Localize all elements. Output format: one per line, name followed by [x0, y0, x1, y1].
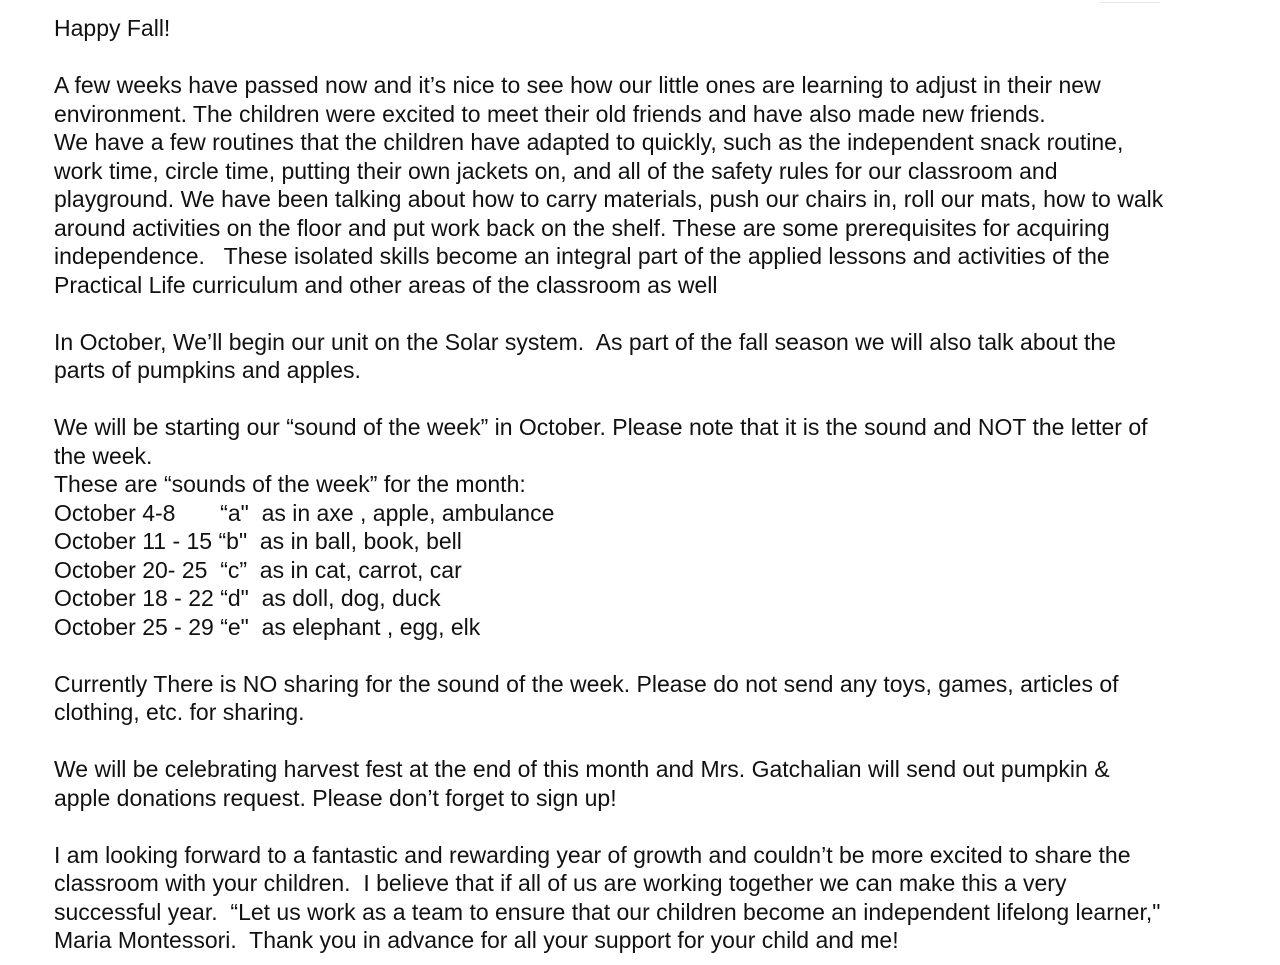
text-line: parts of pumpkins and apples. — [54, 357, 361, 383]
greeting: Happy Fall! — [54, 15, 171, 41]
sound-row-d: October 18 - 22 “d" as doll, dog, duck — [54, 585, 441, 611]
page-edge-mark — [1100, 0, 1160, 3]
text-line: Practical Life curriculum and other areas of the classroom as well — [54, 271, 718, 298]
paragraph-harvest-fest — [54, 755, 1254, 812]
text-line: clothing, etc. for sharing. — [54, 699, 305, 725]
text-line: I am looking forward to a fantastic and rewarding year of growth and couldn’t be more excited to share the — [54, 841, 1131, 868]
paragraph-october-unit — [54, 328, 1254, 385]
text-line: work time, circle time, putting their own jackets on, and all of the safety rules for our classroom and — [54, 157, 1058, 184]
text-line: We will be celebrating harvest fest at the end of this month and Mrs. Gatchalian will send out pumpkin & — [54, 756, 1110, 782]
paragraph-sound-of-week — [54, 413, 1254, 499]
sound-row-b: October 11 - 15 “b" as in ball, book, bell — [54, 528, 462, 554]
text-line: environment. The children were excited to meet their old friends and have also made new friends. — [54, 100, 1046, 127]
sound-row-a: October 4-8 “a" as in axe , apple, ambulance — [54, 499, 555, 526]
text-line: around activities on the floor and put work back on the shelf. These are some prerequisites for acquiring — [54, 214, 1110, 241]
sound-row-c: October 20- 25 “c” as in cat, carrot, car — [54, 556, 462, 583]
text-line: apple donations request. Please don’t forget to sign up! — [54, 784, 617, 811]
paragraph-gap — [54, 299, 1254, 328]
newsletter-page — [54, 14, 1254, 955]
paragraph-gap — [54, 727, 1254, 756]
text-line: Maria Montessori. Thank you in advance for all your support for your child and me! — [54, 927, 899, 953]
paragraph-closing — [54, 841, 1254, 955]
paragraph-gap — [54, 385, 1254, 414]
text-line: the week. — [54, 442, 153, 469]
text-line: We will be starting our “sound of the week” in October. Please note that it is the sound and NOT the letter of — [54, 414, 1148, 440]
text-line: In October, We’ll begin our unit on the Solar system. As part of the fall season we will also talk about the — [54, 328, 1116, 355]
text-line: successful year. “Let us work as a team to ensure that our children become an independent lifelong learner," — [54, 898, 1161, 925]
paragraph-no-sharing — [54, 670, 1254, 727]
sound-row-e: October 25 - 29 “e" as elephant , egg, elk — [54, 613, 481, 640]
text-line: Currently There is NO sharing for the sound of the week. Please do not send any toys, games, articles of — [54, 670, 1119, 697]
paragraph-gap — [54, 812, 1254, 841]
text-line: classroom with your children. I believe that if all of us are working together we can make this a very — [54, 870, 1067, 896]
text-line: We have a few routines that the children have adapted to quickly, such as the independent snack routine, — [54, 129, 1124, 155]
paragraph-gap — [54, 43, 1254, 72]
text-line: These are “sounds of the week” for the month: — [54, 471, 526, 497]
text-line: playground. We have been talking about how to carry materials, push our chairs in, roll our mats, how to walk — [54, 186, 1164, 212]
text-line: A few weeks have passed now and it’s nice to see how our little ones are learning to adjust in their new — [54, 72, 1101, 98]
paragraph-gap — [54, 641, 1254, 670]
paragraph-routines — [54, 71, 1254, 299]
text-line: independence. These isolated skills become an integral part of the applied lessons and activities of the — [54, 243, 1110, 269]
sounds-schedule — [54, 499, 1254, 642]
